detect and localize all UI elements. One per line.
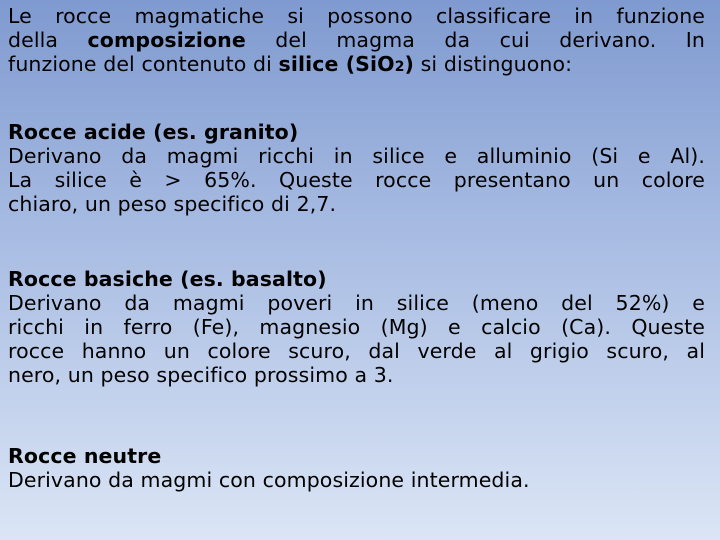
intro-line-1: Le rocce magmatiche si possono classificare in funzione [8,4,705,28]
section-rocce-acide [8,120,705,216]
section-title: Rocce acide (es. granito) [8,120,299,144]
section-rocce-basiche [8,267,705,387]
section-rocce-neutre [8,444,705,492]
silice-keyword [279,52,415,76]
silice-subscript: 2 [394,59,405,75]
section-line: chiaro, un peso specifico di 2,7. [8,192,337,216]
intro-line-2-end: del magma da cui derivano. In [245,28,706,52]
intro-line-3-start: funzione del contenuto di [8,52,279,76]
section-title: Rocce neutre [8,444,162,468]
silice-formula: silice (SiO [278,52,395,76]
intro-line-3 [8,52,705,79]
section-line: nero, un peso specifico prossimo a 3. [8,363,394,387]
section-line: Derivano da magmi ricchi in silice e alluminio (Si e Al). [8,144,705,168]
intro-line-3-end: si distinguono: [414,52,573,76]
composizione-keyword: composizione [87,28,246,52]
section-line: Derivano da magmi con composizione intermedia. [8,468,530,492]
section-line: rocce hanno un colore scuro, dal verde al grigio scuro, al [8,339,705,363]
intro-line-2-start: della [8,28,88,52]
section-line: ricchi in ferro (Fe), magnesio (Mg) e calcio (Ca). Queste [8,315,705,339]
intro-line-2 [8,28,705,52]
silice-close-paren: ) [404,52,415,76]
section-line: La silice è > 65%. Queste rocce presentano un colore [8,168,705,192]
section-title: Rocce basiche (es. basalto) [8,267,327,291]
section-line: Derivano da magmi poveri in silice (meno del 52%) e [8,291,705,315]
intro-paragraph [8,4,705,79]
